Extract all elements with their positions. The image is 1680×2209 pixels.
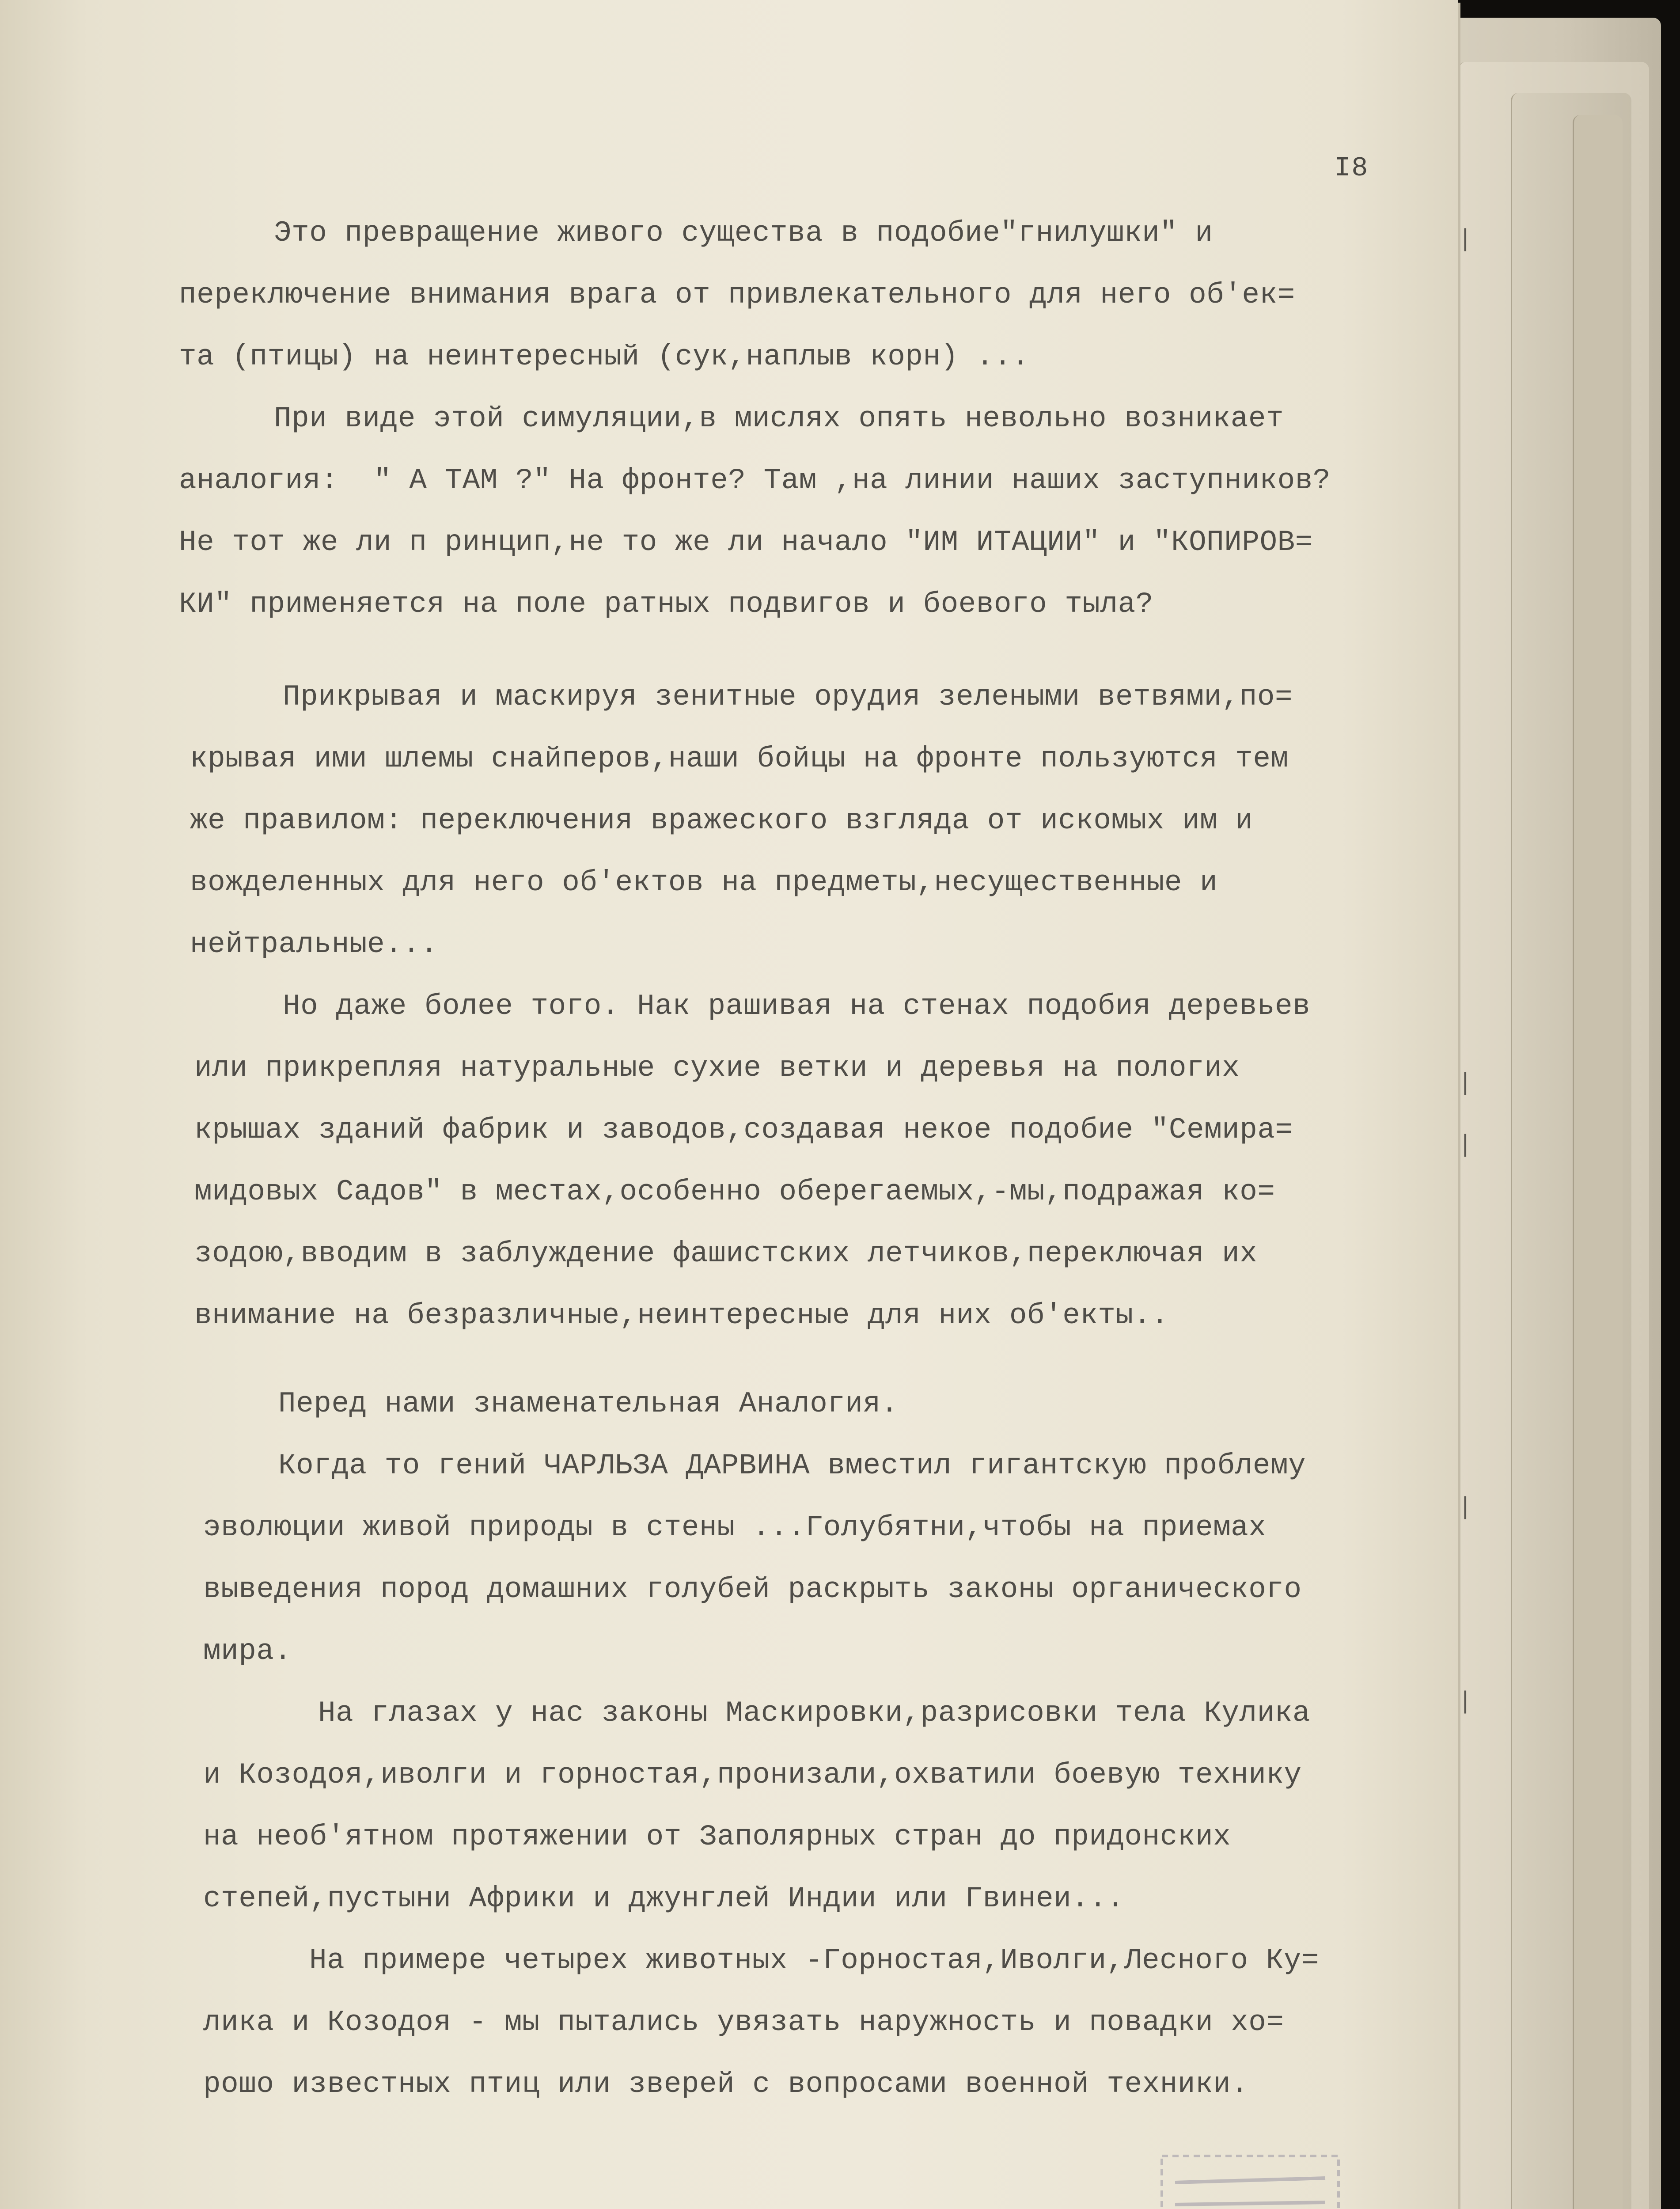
text-line: аналогия: " А ТАМ ?" На фронте? Там ,на линии наших заступников? (179, 464, 1331, 497)
text-line: или прикрепляя натуральные сухие ветки и деревья на пологих (194, 1051, 1240, 1085)
text-line: лика и Козодоя - мы пытались увязать наружность и повадки хо= (203, 2006, 1284, 2039)
text-line: эволюции живой природы в стены ...Голубятни,чтобы на приемах (203, 1511, 1267, 1544)
text-line: внимание на безразличные,неинтересные для них об'екты.. (194, 1299, 1169, 1332)
text-line: же правилом: переключения вражеского взгляда от искомых им и (190, 804, 1253, 837)
text-line: крывая ими шлемы снайперов,наши бойцы на фронте пользуются тем (190, 742, 1289, 775)
text-line: мидовых Садов" в местах,особенно оберегаемых,-мы,подражая ко= (194, 1175, 1275, 1208)
text-line: нейтральные... (190, 928, 438, 961)
page-number: I8 (1334, 152, 1369, 184)
edge-tick: | (1458, 1493, 1473, 1522)
text-line: и Козодоя,иволги и горностая,пронизали,охватили боевую технику (203, 1758, 1302, 1791)
edge-tick: | (1458, 1069, 1473, 1097)
edge-tick: | (1458, 225, 1473, 254)
text-line: Это превращение живого существа в подобие"гнилушки" и (274, 216, 1213, 250)
text-line: Прикрывая и маскируя зенитные орудия зелеными ветвями,по= (283, 680, 1293, 714)
text-line: переключение внимания врага от привлекательного для него об'ек= (179, 278, 1295, 311)
text-line: крышах зданий фабрик и заводов,создавая некое подобие "Семира= (194, 1113, 1293, 1146)
text-line: Но даже более того. Нак рашивая на стенах подобия деревьев (283, 990, 1311, 1023)
text-line: На глазах у нас законы Маскировки,разрисовки тела Кулика (318, 1697, 1310, 1730)
text-line: Не тот же ли п ринцип,не то же ли начало "ИМ ИТАЦИИ" и "КОПИРОВ= (179, 526, 1313, 559)
text-line: выведения пород домашних голубей раскрыть законы органического (203, 1573, 1302, 1606)
edge-tick: | (1458, 1688, 1473, 1716)
edge-tick: | (1458, 1131, 1473, 1159)
text-line: КИ" применяется на поле ратных подвигов и боевого тыла? (179, 588, 1153, 621)
text-line: Перед нами знаменательная Аналогия. (278, 1387, 899, 1420)
text-line: При виде этой симуляции,в мислях опять невольно возникает (274, 402, 1284, 435)
text-line: на необ'ятном протяжении от Заполярных стран до придонских (203, 1820, 1231, 1853)
library-stamp (1157, 2147, 1343, 2209)
text-line: мира. (203, 1635, 292, 1668)
text-line: вожделенных для него об'ектов на предметы,несущественные и (190, 866, 1218, 899)
text-line: рошо известных птиц или зверей с вопросами военной техники. (203, 2068, 1249, 2101)
text-line: Когда то гений ЧАРЛЬЗА ДАРВИНА вместил гигантскую проблему (278, 1449, 1306, 1482)
text-line: зодою,вводим в заблуждение фашистских летчиков,переключая их (194, 1237, 1258, 1270)
text-line: На примере четырех животных -Горностая,Иволги,Лесного Ку= (309, 1944, 1320, 1977)
text-line: та (птицы) на неинтересный (сук,наплыв корн) ... (179, 340, 1030, 373)
underlying-sheet (1573, 115, 1623, 2209)
text-line: степей,пустыни Африки и джунглей Индии или Гвинеи... (203, 1882, 1125, 1915)
